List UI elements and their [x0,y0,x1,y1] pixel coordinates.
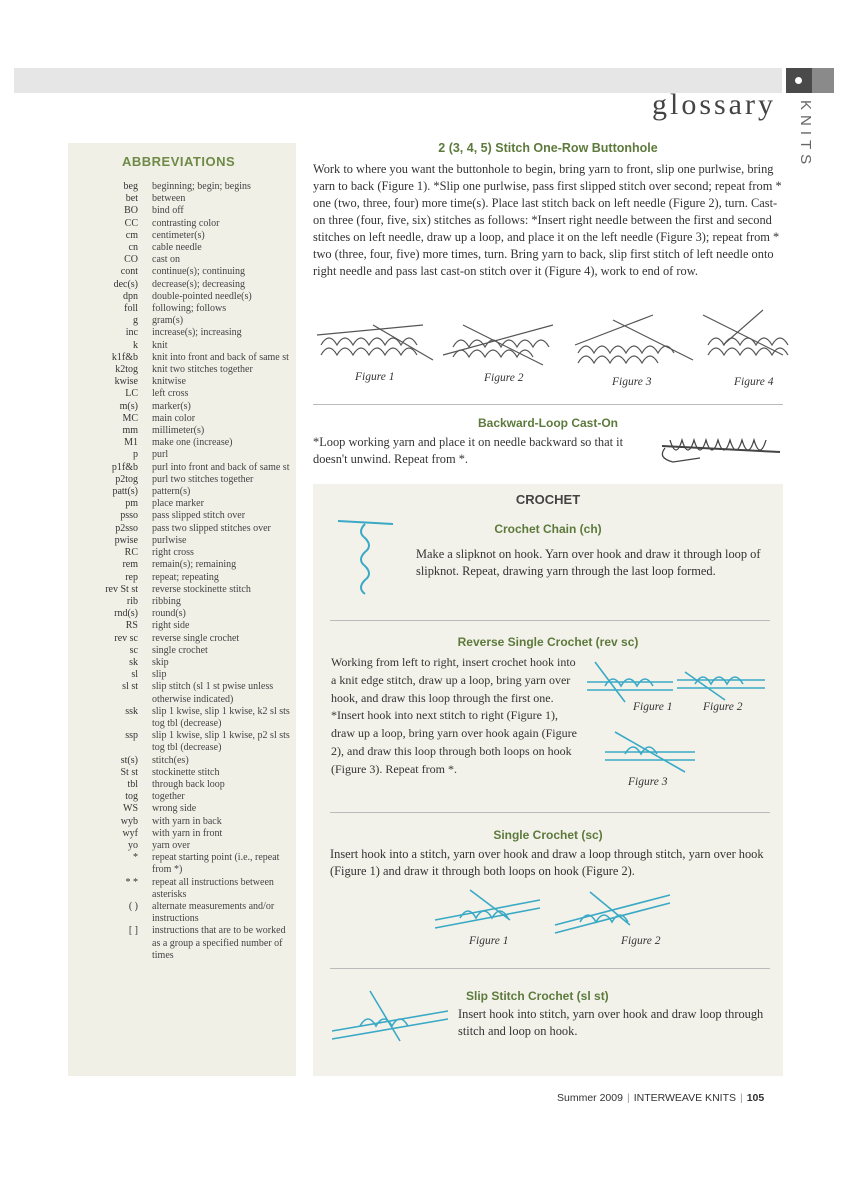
abbreviation-definition: reverse stockinette stitch [152,583,251,595]
rev-sc-figure-2: Figure 2 [703,701,743,713]
buttonhole-figure-2: Figure 2 [484,372,524,384]
abbreviation-term: ssp [125,730,138,742]
buttonhole-figure-4: Figure 4 [734,376,774,388]
sc-figure-2: Figure 2 [621,935,661,947]
abbreviation-row [72,816,292,828]
abbreviation-definition: ribbing [152,595,181,607]
abbreviation-term: dpn [123,290,138,302]
abbreviations-panel [68,143,296,1076]
abbreviation-term: p [133,449,138,461]
abbreviation-row [72,327,292,339]
abbreviation-definition: stockinette stitch [152,766,220,778]
abbreviation-term: sl st [122,681,138,693]
abbreviation-definition: centimeter(s) [152,229,205,241]
abbreviation-row [72,901,292,925]
abbreviation-row [72,877,292,901]
abbreviation-term: k2tog [115,364,138,376]
abbreviation-row [72,852,292,876]
abbreviation-row [72,242,292,254]
abbreviation-term: beg [123,181,138,192]
abbreviation-definition: cast on [152,254,181,266]
abbreviation-term: tbl [127,778,138,790]
abbreviation-term: bet [125,193,138,205]
sl-st-title: Slip Stitch Crochet (sl st) [466,989,609,1003]
abbreviation-definition: millimeter(s) [152,425,205,437]
abbreviation-row [72,230,292,242]
abbreviation-definition: knit two stitches together [152,364,253,376]
crochet-chain-title: Crochet Chain (ch) [494,522,602,536]
abbreviation-term: LC [125,388,138,400]
abbreviation-term: rev St st [105,583,138,595]
abbreviation-row [72,303,292,315]
abbreviation-definition: knitwise [152,376,186,388]
buttonhole-figure-3: Figure 3 [612,376,652,388]
crochet-chain-illustration [333,516,403,604]
abbreviation-row [72,779,292,791]
divider [330,812,770,813]
abbreviation-row [72,388,292,400]
abbreviation-term: cont [120,266,138,278]
abbreviation-term: * * [125,876,138,888]
abbreviation-definition: slip 1 kwise, slip 1 kwise, k2 sl sts tog tbl (decrease) [152,705,290,729]
buttonhole-title: 2 (3, 4, 5) Stitch One-Row Buttonhole [438,141,658,155]
abbreviation-term: WS [123,803,138,815]
abbreviation-definition: repeat all instructions between asterisks [152,876,274,900]
abbreviation-row [72,401,292,413]
abbreviation-term: cm [125,229,138,241]
abbreviation-row [72,730,292,754]
footer-issue: Summer 2009 [557,1092,623,1104]
abbreviation-term: RC [124,547,138,559]
abbreviation-definition: remain(s); remaining [152,559,237,571]
abbreviation-definition: through back loop [152,778,225,790]
abbreviation-row [72,315,292,327]
buttonhole-text: Work to where you want the buttonhole to begin, bring yarn to front, slip one purlwise, bring yarn to back (Figure 1). *Slip one purlwise, pass first slipped stitch over second; repeat from * one (two, three, four) more time(s). Place last stitch back on left needle (Figure 2), turn. Cast-on three (four, five, six) stitches as follows: *Insert right needle between the first and second stitches on left needle, draw up a loop, and place it on the left needle (Figure 3); repeat from * two (three, four, five) more times, turn. Bring yarn to back, slip first stitch of left needle onto right needle and pass last cast-on stitch over it (Figure 4), work to end of row. [313,162,782,278]
abbreviation-term: kwise [114,376,138,388]
divider [313,404,783,405]
abbreviation-row [72,449,292,461]
abbreviation-row [72,767,292,779]
abbreviation-row [72,828,292,840]
sc-text: Insert hook into a stitch, yarn over hook and draw a loop through stitch, yarn over hook (Figure 1) and draw it through both loops on hook (Figure 2). [330,847,764,878]
abbreviation-definition: skip [152,656,169,668]
section-tab-dark [786,68,812,93]
abbreviation-term: k [133,339,138,351]
rev-sc-illustrations [585,652,775,787]
page-title: glossary [652,88,776,121]
abbreviation-definition: reverse single crochet [152,632,240,644]
abbreviation-definition: with yarn in front [152,827,223,839]
abbreviation-definition: decrease(s); decreasing [152,278,245,290]
abbreviation-definition: marker(s) [152,400,191,412]
abbreviation-row [72,254,292,266]
abbreviation-definition: single crochet [152,644,208,656]
abbreviation-term: g [133,315,138,327]
abbreviation-definition: alternate measurements and/or instructions [152,900,275,925]
sl-st-illustration [330,986,450,1056]
abbreviation-row [72,596,292,608]
abbreviation-definition: yarn over [152,839,191,851]
abbreviation-term: pm [125,498,138,510]
abbreviation-definition: between [152,193,186,205]
abbreviation-definition: wrong side [152,803,197,815]
abbreviation-term: k1f&b [111,351,138,363]
abbreviation-term: St st [120,766,138,778]
abbreviation-row [72,633,292,645]
page-number: 105 [746,1092,765,1104]
abbreviation-definition: continue(s); continuing [152,266,246,278]
abbreviation-row [72,425,292,437]
abbreviation-term: [ ] [128,925,138,937]
abbreviation-row [72,681,292,705]
abbreviation-term: wyf [122,827,138,839]
abbreviation-definition: knit into front and back of same st [152,351,289,363]
sc-figure-1: Figure 1 [469,935,509,947]
abbreviation-term: rem [122,559,138,571]
abbreviation-row [72,608,292,620]
footer-magazine: INTERWEAVE KNITS [633,1092,736,1104]
sc-illustrations [430,880,680,940]
abbreviation-term: sl [131,669,138,681]
abbreviation-definition: purlwise [152,534,187,546]
abbreviation-definition: slip stitch (sl 1 st pwise unless otherwise indicated) [152,681,274,705]
abbreviation-term: st(s) [120,754,138,766]
abbreviation-definition: slip 1 kwise, slip 1 kwise, p2 sl sts tog tbl (decrease) [152,730,290,754]
abbreviation-term: tog [125,791,138,803]
divider [330,620,770,621]
side-tab-label: KNITS [797,100,814,170]
knit-stitches-icon [321,338,417,355]
abbreviation-row [72,925,292,962]
abbreviation-term: CO [124,254,138,266]
abbreviations-table [72,181,292,962]
backward-loop-text: *Loop working yarn and place it on needle backward so that it doesn't unwind. Repeat from *. [313,435,624,466]
abbreviation-term: rnd(s) [114,608,138,620]
abbreviation-row [72,620,292,632]
rev-sc-title: Reverse Single Crochet (rev sc) [457,635,639,649]
rev-sc-figure-3: Figure 3 [628,776,668,788]
buttonhole-figure-1: Figure 1 [355,371,395,383]
section-tab-gray [812,68,834,93]
abbreviation-definition: instructions that are to be worked as a group a specified number of times [152,925,286,961]
abbreviation-row [72,205,292,217]
abbreviation-definition: stitch(es) [152,754,189,766]
abbreviation-row [72,669,292,681]
abbreviation-term: sk [129,656,138,668]
abbreviation-term: * [133,852,138,864]
abbreviation-row [72,364,292,376]
abbreviation-row [72,657,292,669]
page-footer: Summer 2009 | INTERWEAVE KNITS | 105 [557,1092,765,1104]
abbreviation-term: pwise [114,534,138,546]
abbreviation-definition: bind off [152,205,184,217]
abbreviation-row [72,791,292,803]
abbreviation-definition: pass two slipped stitches over [152,522,271,534]
rev-sc-text: Working from left to right, insert crochet hook into a knit edge stitch, draw up a loop, bring yarn over hook, and draw this loop through the first one. *Insert hook into next stitch to right (Figure 1), draw up a loop, bring yarn over hook again (Figure 2), and draw this loop through both loops on hook (Figure 3). Repeat from *. [331,655,577,776]
abbreviation-row [72,645,292,657]
abbreviation-row [72,340,292,352]
abbreviation-definition: place marker [152,498,204,510]
sc-title: Single Crochet (sc) [493,828,603,842]
backward-loop-title: Backward-Loop Cast-On [477,416,618,430]
crochet-chain-text: Make a slipknot on hook. Yarn over hook and draw it through loop of slipknot. Repeat, drawing yarn through the last loop formed. [416,547,761,578]
bullet-icon [795,77,802,84]
abbreviation-row [72,572,292,584]
abbreviation-term: psso [120,510,138,522]
abbreviation-term: p1f&b [111,461,138,473]
abbreviation-term: ssk [125,705,138,717]
backward-loop-illustration [660,436,785,470]
abbreviation-row [72,376,292,388]
abbreviation-definition: gram(s) [152,315,184,327]
abbreviation-definition: main color [152,412,196,424]
abbreviation-definition: left cross [152,388,189,400]
abbreviation-definition: right side [152,620,190,632]
abbreviation-term: MC [122,412,138,424]
abbreviation-row [72,584,292,596]
abbreviation-term: M1 [124,437,138,449]
abbreviation-row [72,523,292,535]
abbreviations-heading: ABBREVIATIONS [122,154,236,169]
abbreviation-row [72,535,292,547]
abbreviation-row [72,510,292,522]
abbreviation-term: ( ) [128,900,138,912]
abbreviation-term: rev sc [114,632,138,644]
abbreviation-definition: cable needle [152,242,202,254]
abbreviation-row [72,559,292,571]
rev-sc-figure-1: Figure 1 [633,701,673,713]
abbreviation-term: dec(s) [113,278,138,290]
abbreviation-term: cn [128,242,138,254]
abbreviation-term: patt(s) [112,486,138,498]
abbreviation-definition: pass slipped stitch over [152,510,246,522]
abbreviation-row [72,840,292,852]
abbreviation-definition: repeat starting point (i.e., repeat from *) [152,852,280,876]
abbreviation-term: m(s) [119,400,138,412]
abbreviation-definition: knit [152,339,168,351]
abbreviation-row [72,291,292,303]
abbreviation-definition: beginning; begin; begins [152,181,251,192]
abbreviation-definition: following; follows [152,303,227,315]
abbreviation-row [72,181,292,193]
abbreviation-row [72,755,292,767]
abbreviation-row [72,437,292,449]
abbreviation-row [72,803,292,815]
abbreviation-term: foll [124,303,138,315]
abbreviation-row [72,486,292,498]
abbreviation-row [72,352,292,364]
abbreviation-definition: repeat; repeating [152,571,219,583]
abbreviation-definition: together [152,791,185,803]
abbreviation-row [72,547,292,559]
abbreviation-row [72,462,292,474]
abbreviation-row [72,279,292,291]
abbreviation-term: inc [125,327,138,339]
sl-st-text: Insert hook into stitch, yarn over hook and draw loop through stitch and loop on hook. [458,1007,764,1038]
abbreviation-term: sc [129,644,138,656]
abbreviation-definition: double-pointed needle(s) [152,290,252,302]
abbreviation-term: p2tog [115,473,138,485]
abbreviation-row [72,266,292,278]
abbreviation-term: yo [128,839,138,851]
abbreviation-row [72,413,292,425]
abbreviation-term: wyb [120,815,138,827]
divider [330,968,770,969]
abbreviation-definition: purl into front and back of same st [152,461,290,473]
abbreviation-definition: increase(s); increasing [152,327,242,339]
abbreviation-term: p2sso [115,522,138,534]
abbreviation-definition: contrasting color [152,217,220,229]
abbreviation-definition: make one (increase) [152,437,233,449]
abbreviation-definition: right cross [152,547,194,559]
abbreviation-definition: with yarn in back [152,815,222,827]
abbreviation-row [72,193,292,205]
abbreviation-term: rib [126,595,138,607]
abbreviation-row [72,706,292,730]
abbreviation-definition: slip [152,669,167,681]
abbreviation-term: CC [124,217,138,229]
abbreviation-term: RS [125,620,138,632]
abbreviation-term: BO [124,205,138,217]
crochet-heading: CROCHET [515,492,581,507]
abbreviation-row [72,218,292,230]
abbreviation-definition: round(s) [152,608,186,620]
abbreviation-definition: pattern(s) [152,486,191,498]
abbreviation-term: rep [125,571,138,583]
abbreviation-definition: purl two stitches together [152,473,254,485]
abbreviation-term: mm [122,425,138,437]
abbreviation-definition: purl [152,449,169,461]
abbreviation-row [72,474,292,486]
abbreviation-row [72,498,292,510]
